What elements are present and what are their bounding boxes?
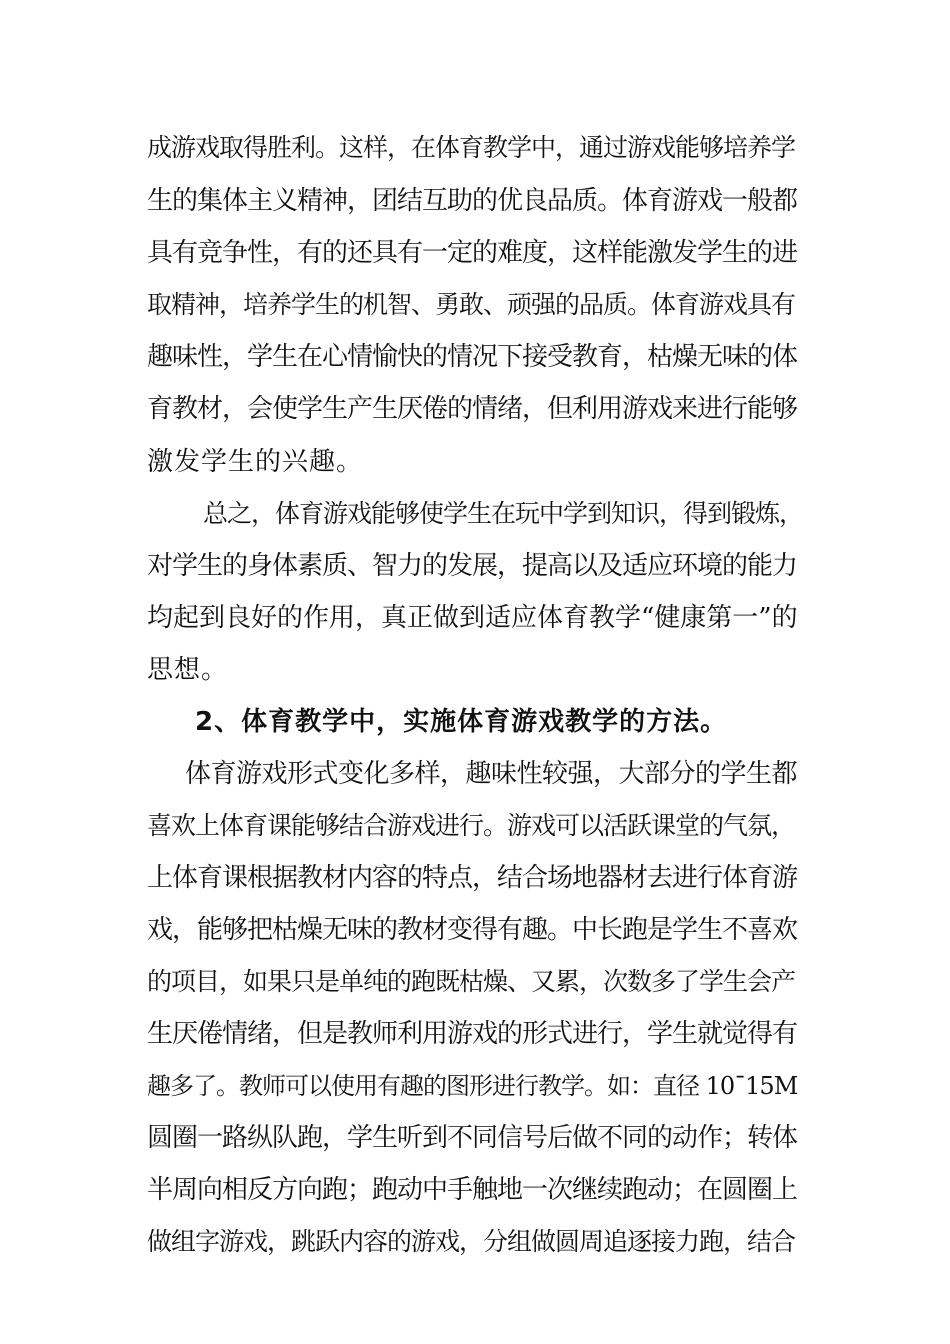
paragraph-2-line-2: 对学生的身体素质、智力的发展，提高以及适应环境的能力 xyxy=(147,551,798,581)
paragraph-1-line-2: 生的集体主义精神，团结互助的优良品质。体育游戏一般都 xyxy=(147,186,798,216)
paragraph-2-line-3: 均起到良好的作用，真正做到适应体育教学“健康第一”的 xyxy=(147,603,798,633)
paragraph-1-line-6: 育教材，会使学生产生厌倦的情绪，但利用游戏来进行能够 xyxy=(147,394,798,424)
paragraph-1-line-1: 成游戏取得胜利。这样，在体育教学中，通过游戏能够培养学 xyxy=(147,133,796,162)
paragraph-1-line-3: 具有竞争性，有的还具有一定的难度，这样能激发学生的进 xyxy=(147,238,798,268)
section-heading: 2、体育教学中，实施体育游戏教学的方法。 xyxy=(195,707,728,737)
paragraph-3-line-1: 体育游戏形式变化多样，趣味性较强，大部分的学生都 xyxy=(185,759,798,789)
paragraph-3-line-4: 戏，能够把枯燥无味的教材变得有趣。中长跑是学生不喜欢 xyxy=(147,915,798,945)
paragraph-3-line-5: 的项目，如果只是单纯的跑既枯燥、又累，次数多了学生会产 xyxy=(147,967,796,996)
paragraph-3-line-8: 圆圈一路纵队跑，学生听到不同信号后做不同的动作；转体 xyxy=(147,1123,798,1153)
paragraph-3-line-7: 趣多了。教师可以使用有趣的图形进行教学。如：直径 10¯15M xyxy=(147,1072,798,1100)
paragraph-3-line-3: 上体育课根据教材内容的特点，结合场地器材去进行体育游 xyxy=(147,863,798,893)
paragraph-2-line-1: 总之，体育游戏能够使学生在玩中学到知识，得到锻炼， xyxy=(203,499,804,528)
paragraph-3-line-2: 喜欢上体育课能够结合游戏进行。游戏可以活跃课堂的气氛， xyxy=(147,811,796,840)
paragraph-2-line-4: 思想。 xyxy=(147,655,229,685)
paragraph-1-line-4: 取精神，培养学生的机智、勇敢、顽强的品质。体育游戏具有 xyxy=(147,290,796,319)
paragraph-3-line-10: 做组字游戏，跳跃内容的游戏，分组做圆周追逐接力跑，结合 xyxy=(147,1227,796,1256)
paragraph-1-line-7: 激发学生的兴趣。 xyxy=(147,447,364,477)
paragraph-3-line-6: 生厌倦情绪，但是教师利用游戏的形式进行，学生就觉得有 xyxy=(147,1019,798,1049)
paragraph-1-line-5: 趣味性，学生在心情愉快的情况下接受教育，枯燥无味的体 xyxy=(147,342,798,372)
paragraph-3-line-9: 半周向相反方向跑；跑动中手触地一次继续跑动；在圆圈上 xyxy=(147,1175,798,1205)
